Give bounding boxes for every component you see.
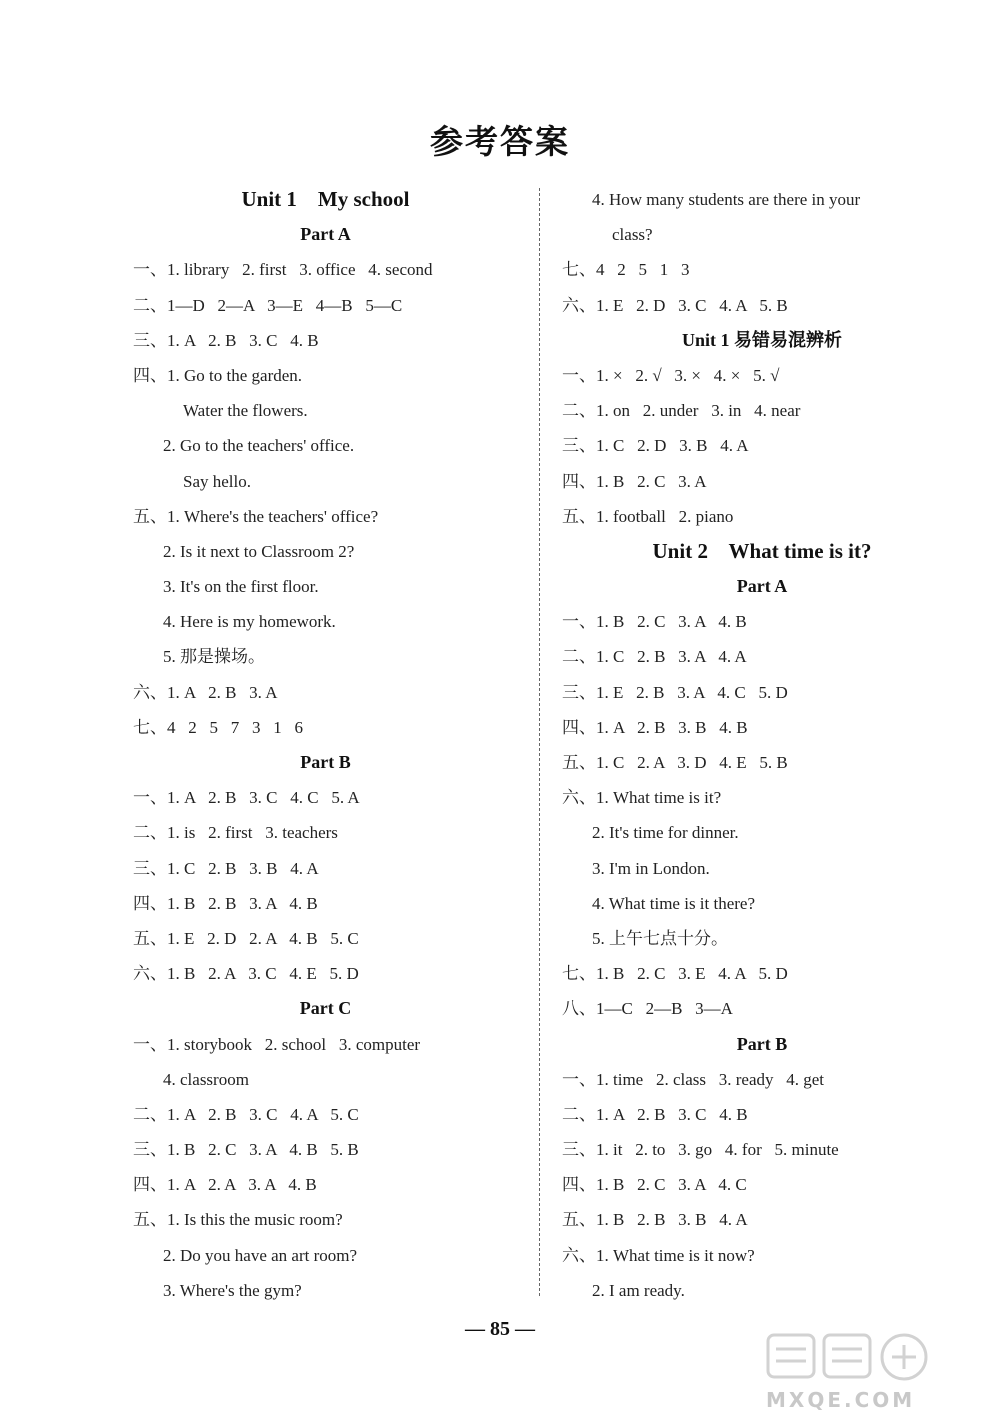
- answer-line: 二、1. A 2. B 3. C 4. B: [562, 1104, 748, 1124]
- answer-line: 2. Go to the teachers' office.: [163, 436, 355, 456]
- section-heading: Part C: [299, 998, 352, 1019]
- unit-heading: Unit 1 My school: [241, 187, 410, 211]
- answer-line: 4. classroom: [163, 1069, 249, 1089]
- answer-line: Say hello.: [183, 471, 251, 491]
- answer-line: 四、1. A 2. B 3. B 4. B: [562, 717, 748, 737]
- section-heading: Part B: [300, 752, 351, 772]
- answer-line: 2. I am ready.: [592, 1280, 685, 1300]
- answer-line: 5. 上午七点十分。: [592, 928, 728, 948]
- answer-line: 2. It's time for dinner.: [592, 823, 739, 843]
- answer-line: 四、1. Go to the garden.: [133, 365, 303, 385]
- answer-line: class?: [612, 225, 653, 245]
- answer-line: 五、1. C 2. A 3. D 4. E 5. B: [562, 753, 788, 772]
- answer-line: 3. I'm in London.: [592, 858, 710, 878]
- answer-line: Water the flowers.: [183, 401, 308, 421]
- answer-column-left: [133, 182, 518, 1308]
- answer-line: 六、1. What time is it?: [562, 788, 722, 808]
- answer-line: 2. Do you have an art room?: [163, 1245, 358, 1265]
- page-number: — 85 —: [465, 1318, 535, 1340]
- answer-line: 一、1. library 2. first 3. office 4. second: [133, 260, 433, 280]
- answer-line: 二、1. C 2. B 3. A 4. A: [562, 647, 747, 667]
- answer-line: 4. Here is my homework.: [163, 612, 336, 632]
- section-heading: Part A: [300, 224, 351, 245]
- column-divider: [539, 188, 540, 1296]
- answer-line: 三、1. A 2. B 3. C 4. B: [133, 330, 319, 350]
- page-title: 参考答案: [430, 122, 570, 161]
- watermark-text: MXQE.COM: [766, 1388, 916, 1412]
- section-heading: Part A: [736, 576, 788, 597]
- unit-heading: Unit 2 What time is it?: [652, 538, 872, 563]
- answer-line: 一、1. A 2. B 3. C 4. C 5. A: [133, 788, 360, 808]
- answer-line: 四、1. A 2. A 3. A 4. B: [133, 1175, 317, 1195]
- answer-line: 三、1. E 2. B 3. A 4. C 5. D: [562, 682, 788, 702]
- answer-column-right: [562, 182, 962, 1308]
- answer-line: 三、1. it 2. to 3. go 4. for 5. minute: [562, 1140, 839, 1160]
- answer-line: 三、1. C 2. D 3. B 4. A: [562, 436, 749, 456]
- answer-line: 五、1. football 2. piano: [562, 506, 734, 526]
- answer-line: 五、1. E 2. D 2. A 4. B 5. C: [133, 928, 359, 948]
- answer-line: 一、1. × 2. √ 3. × 4. × 5. √: [562, 365, 780, 385]
- answer-line: 三、1. C 2. B 3. B 4. A: [133, 858, 319, 878]
- answer-line: 七、4 2 5 7 3 1 6: [133, 717, 303, 737]
- answer-line: 五、1. B 2. B 3. B 4. A: [562, 1210, 748, 1230]
- answer-line: 二、1. is 2. first 3. teachers: [133, 823, 338, 843]
- answer-line: 4. How many students are there in your: [592, 190, 861, 209]
- section-heading: Part B: [736, 1033, 788, 1054]
- answer-line: 2. Is it next to Classroom 2?: [163, 541, 355, 561]
- answer-line: 5. 那是操场。: [163, 647, 265, 667]
- answer-line: 四、1. B 2. B 3. A 4. B: [133, 893, 318, 913]
- answer-line: 六、1. B 2. A 3. C 4. E 5. D: [133, 964, 359, 984]
- answer-line: 二、1—D 2—A 3—E 4—B 5—C: [133, 295, 403, 315]
- answer-line: 六、1. A 2. B 3. A: [133, 682, 278, 702]
- answer-line: 五、1. Is this the music room?: [133, 1210, 343, 1230]
- answer-line: 三、1. B 2. C 3. A 4. B 5. B: [133, 1140, 359, 1160]
- answer-line: 七、4 2 5 1 3: [562, 260, 690, 280]
- answer-line: 八、1—C 2—B 3—A: [562, 999, 733, 1019]
- answer-line: 二、1. A 2. B 3. C 4. A 5. C: [133, 1104, 359, 1124]
- section-heading: Unit 1 易错易混辨析: [681, 329, 842, 350]
- watermark-logo-icon: [762, 1329, 992, 1413]
- answer-line: 4. What time is it there?: [592, 893, 756, 913]
- answer-line: 四、1. B 2. C 3. A: [562, 471, 707, 491]
- answer-line: 一、1. B 2. C 3. A 4. B: [562, 612, 747, 632]
- answer-line: 二、1. on 2. under 3. in 4. near: [562, 401, 801, 421]
- answer-line: 五、1. Where's the teachers' office?: [133, 506, 379, 526]
- answer-line: 3. It's on the first floor.: [163, 577, 319, 597]
- answer-line: 3. Where's the gym?: [163, 1280, 302, 1300]
- answer-line: 七、1. B 2. C 3. E 4. A 5. D: [562, 964, 788, 984]
- answer-line: 六、1. E 2. D 3. C 4. A 5. B: [562, 295, 788, 315]
- answer-line: 六、1. What time is it now?: [562, 1245, 755, 1265]
- answer-line: 一、1. storybook 2. school 3. computer: [133, 1034, 421, 1054]
- answer-line: 一、1. time 2. class 3. ready 4. get: [562, 1069, 825, 1089]
- answer-line: 四、1. B 2. C 3. A 4. C: [562, 1175, 747, 1195]
